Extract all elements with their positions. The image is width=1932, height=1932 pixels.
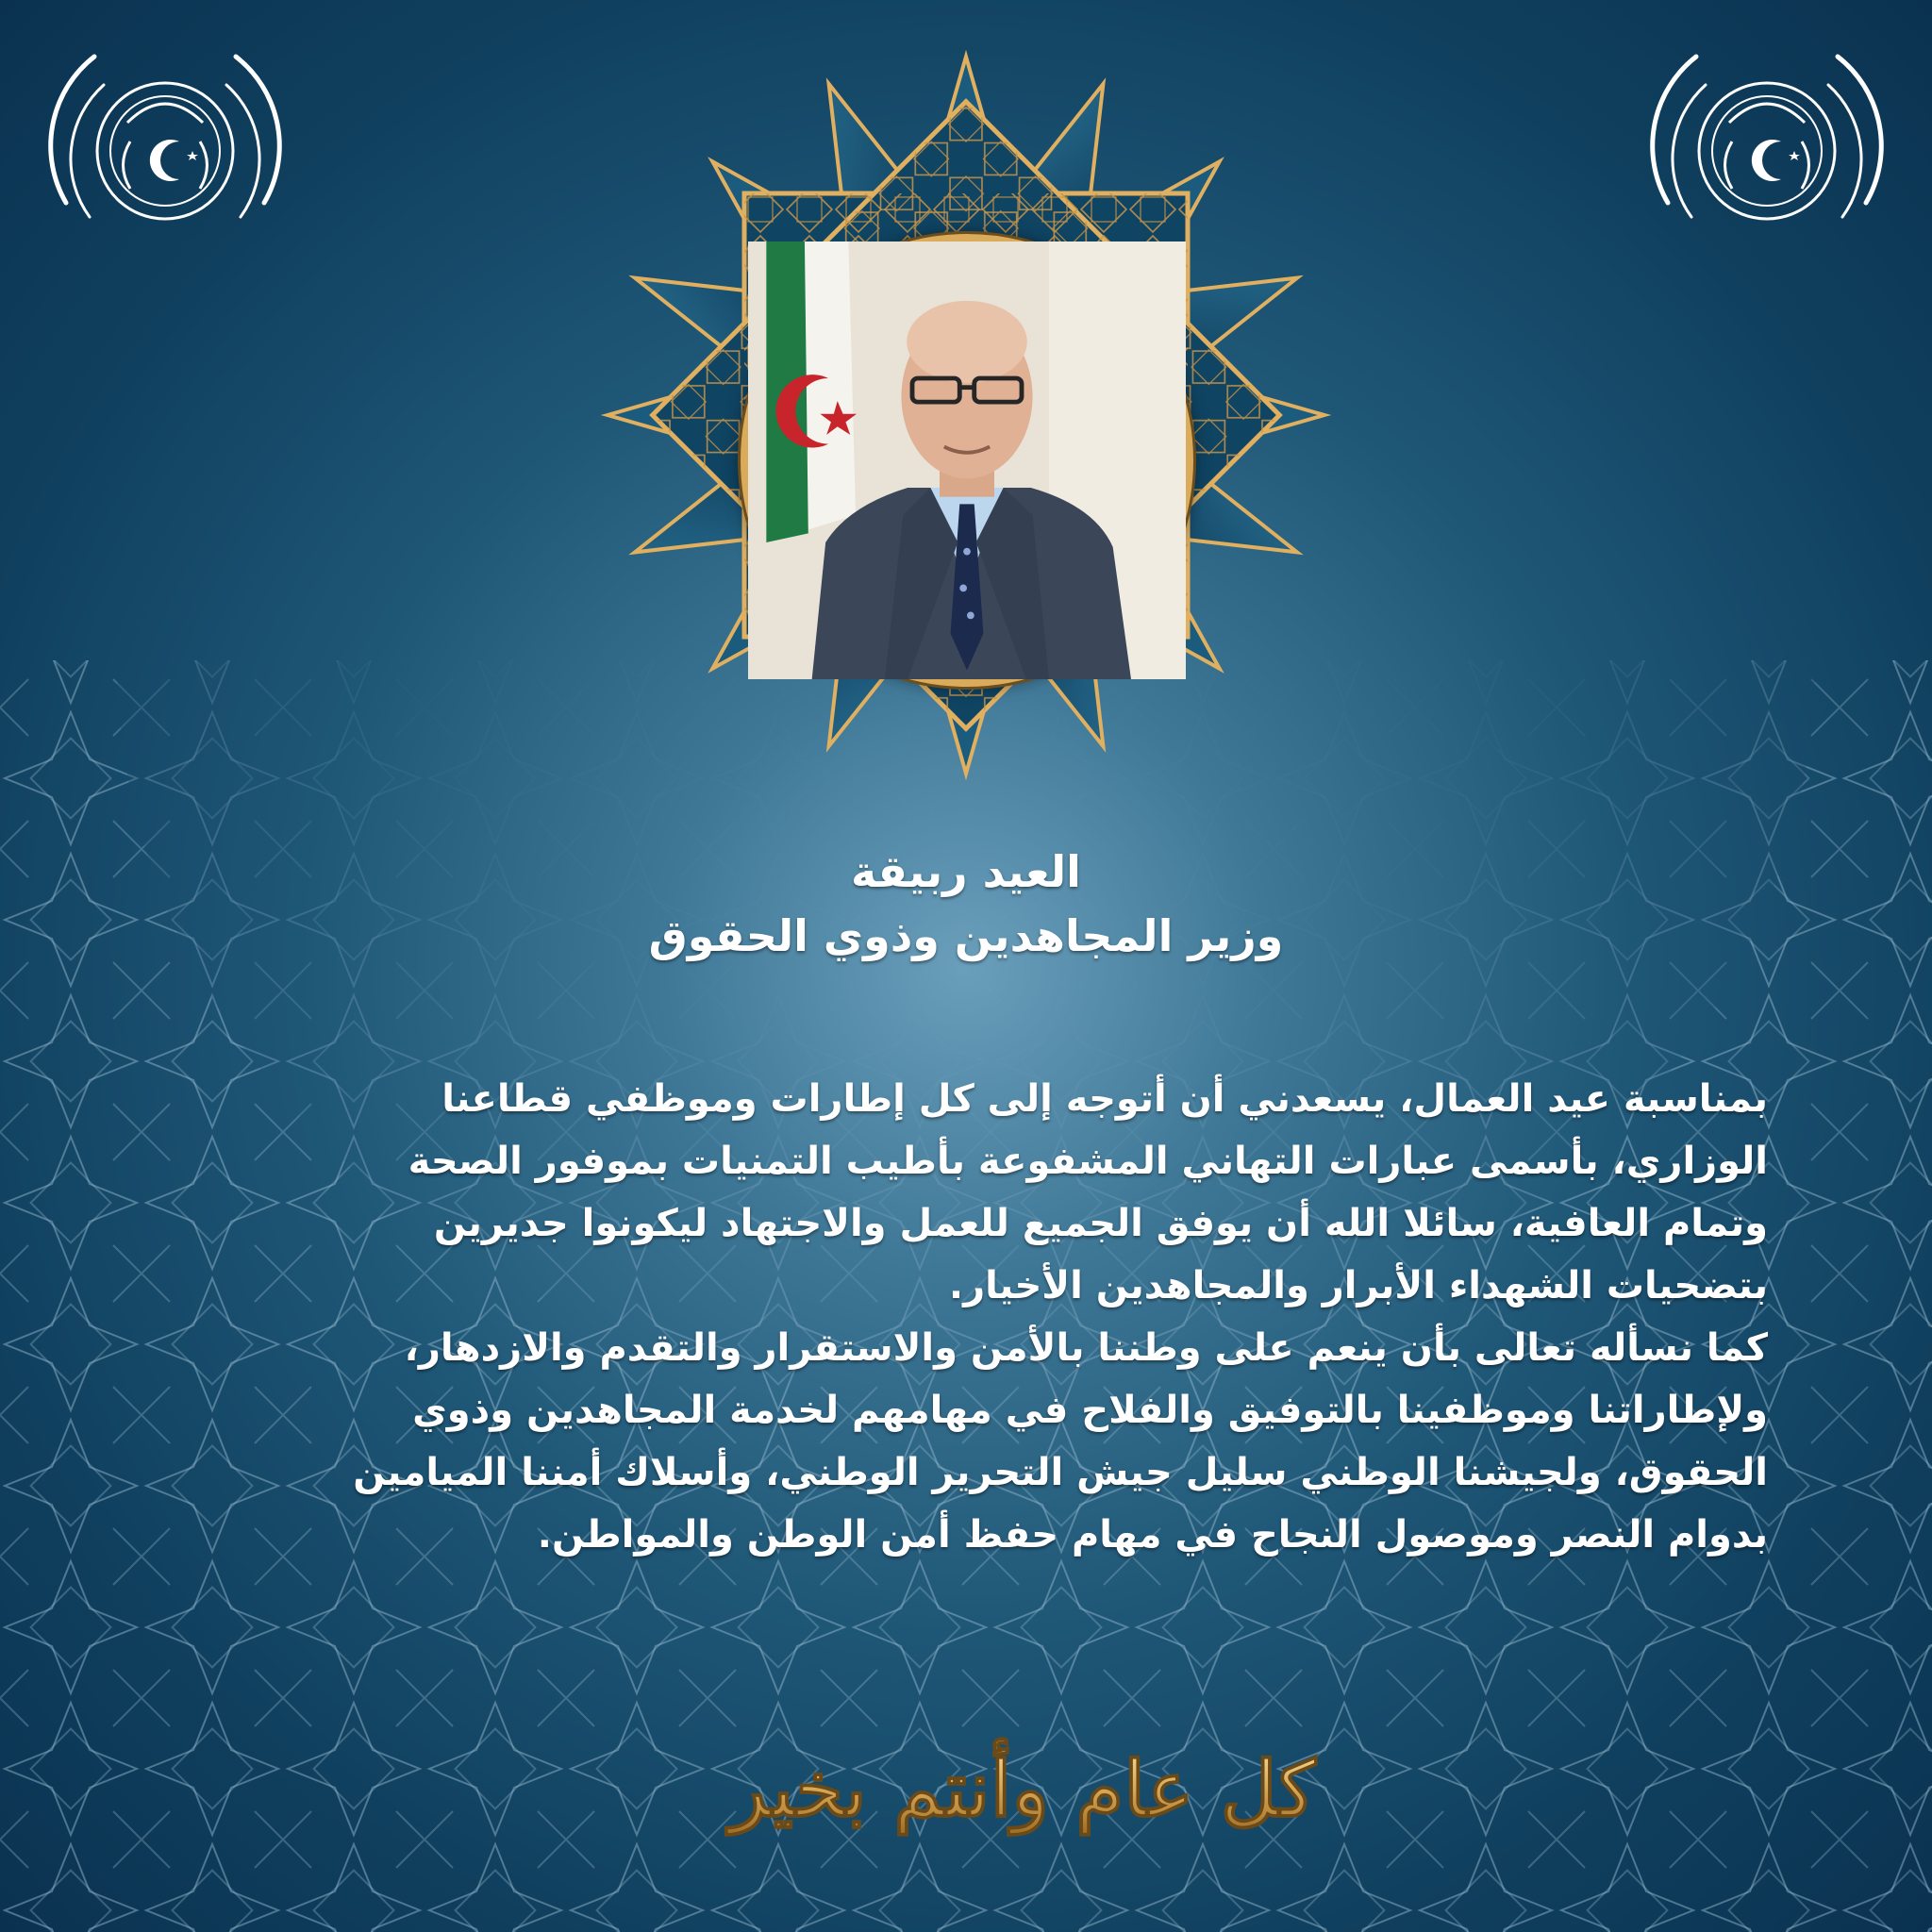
message-line: بتضحيات الشهداء الأبرار والمجاهدين الأخيار. xyxy=(948,1264,1768,1307)
message-line: الوزاري، بأسمى عبارات التهاني المشفوعة بأطيب التمنيات بموفور الصحة xyxy=(408,1140,1768,1183)
message-body xyxy=(142,1068,1790,1566)
message-line: كما نسأله تعالى بأن ينعم على وطننا بالأمن والاستقرار والتقدم والازدهار، xyxy=(404,1326,1768,1370)
ministry-seal-right xyxy=(1640,19,1894,274)
greeting-calligraphy xyxy=(729,1698,1316,1877)
ministry-seal-left xyxy=(38,19,292,274)
minister-position: وزير المجاهدين وذوي الحقوق xyxy=(648,910,1284,961)
message-line: بمناسبة عيد العمال، يسعدني أن أتوجه إلى كل إطارات وموظفي قطاعنا xyxy=(441,1077,1768,1121)
portrait-illustration xyxy=(748,242,1186,679)
message-line: ولإطاراتنا وموظفينا بالتوفيق والفلاح في مهامهم لخدمة المجاهدين وذوي xyxy=(412,1389,1768,1432)
greeting-text: كل عام وأنتم بخير xyxy=(729,1744,1316,1835)
title-block xyxy=(400,840,1532,968)
message-line: وتمام العافية، سائلا الله أن يوفق الجميع للعمل والاجتهاد ليكونوا جديرين xyxy=(433,1202,1768,1245)
minister-name: العيد ربيقة xyxy=(851,846,1081,897)
message-line: الحقوق، ولجيشنا الوطني سليل جيش التحرير الوطني، وأسلاك أمننا الميامين xyxy=(353,1451,1768,1494)
message-line: بدوام النصر وموصول النجاح في مهام حفظ أمن الوطن والمواطن. xyxy=(537,1513,1768,1557)
minister-portrait xyxy=(741,234,1193,687)
